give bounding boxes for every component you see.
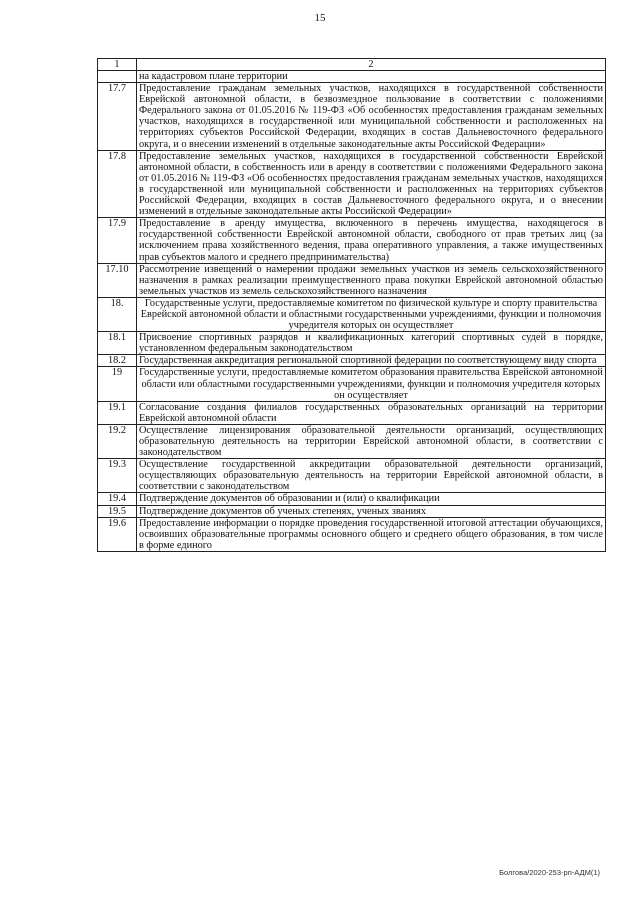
row-text: Предоставление гражданам земельных участков, находящихся в государственной собственности Еврейской автономной области, в безвозмездное пользование в соответствии с положениями Федерального закона от 01.05.2016 № 119-ФЗ «Об особенностях предоставления гражданам земельных участков, находящихся в государственной или муниципальной собственности и расположенных на территориях субъектов Российской Федерации, входящих в состав Дальневосточного федерального округа, и о внесении изменений в отдельные законодательные акты Российской Федерации»: [137, 83, 606, 151]
row-number: 19.2: [98, 424, 137, 458]
header-col-2: 2: [137, 59, 606, 71]
header-col-1: 1: [98, 59, 137, 71]
row-text: Государственные услуги, предоставляемые комитетом образования правительства Еврейской автономной области или областными государственными учреждениями, функции и полномочия учредителя которых он осуществляет: [137, 367, 606, 401]
document-code: Болгова/2020-253-рп-АДМ(1): [499, 868, 600, 877]
row-text: на кадастровом плане территории: [137, 71, 606, 83]
row-number: 19.6: [98, 517, 137, 551]
table-row: [98, 493, 606, 505]
row-number: 17.8: [98, 150, 137, 218]
row-text: Подтверждение документов об ученых степенях, ученых званиях: [137, 505, 606, 517]
table-row: [98, 263, 606, 297]
table-row: [98, 424, 606, 458]
table-row: [98, 459, 606, 493]
row-number: 18.2: [98, 355, 137, 367]
table-row: [98, 505, 606, 517]
row-text: Предоставление земельных участков, находящихся в государственной собственности Еврейской автономной области, в собственность или в аренду в соответствии с положениями Федерального закона от 01.05.2016 № 119-ФЗ «Об особенностях предоставления гражданам земельных участков, находящихся в государственной или муниципальной собственности и расположенных на территориях субъектов Российской Федерации, входящих в состав Дальневосточного федерального округа, и о внесении изменений в отдельные законодательные акты Российской Федерации»: [137, 150, 606, 218]
services-table: [97, 58, 606, 552]
table-row: [98, 355, 606, 367]
row-text: Государственная аккредитация региональной спортивной федерации по соответствующему виду спорта: [137, 355, 606, 367]
table-row: [98, 332, 606, 355]
row-text: Осуществление государственной аккредитации образовательной деятельности организаций, осуществляющих образовательную деятельность на территории Еврейской автономной области, в соответствии с законодательством: [137, 459, 606, 493]
table-row: [98, 150, 606, 218]
row-number: 17.10: [98, 263, 137, 297]
row-number: [98, 71, 137, 83]
row-number: 18.1: [98, 332, 137, 355]
row-text: Рассмотрение извещений о намерении продажи земельных участков из земель сельскохозяйственного назначения в рамках реализации преимущественного права покупки Еврейской автономной областью земельных участков из земель сельскохозяйственного назначения: [137, 263, 606, 297]
table-row: [98, 367, 606, 401]
row-text: Предоставление информации о порядке проведения государственной итоговой аттестации обучающихся, освоивших образовательные программы основного общего и среднего общего образования, в том числе в форме единого: [137, 517, 606, 551]
row-text: Предоставление в аренду имущества, включенного в перечень имущества, находящегося в государственной собственности Еврейской автономной области, свободного от прав третьих лиц (за исключением права хозяйственного ведения, права оперативного управления, а также имущественных прав субъектов малого и среднего предпринимательства): [137, 218, 606, 263]
table-row: [98, 297, 606, 331]
row-number: 17.9: [98, 218, 137, 263]
row-number: 19.1: [98, 401, 137, 424]
row-number: 17.7: [98, 83, 137, 151]
row-number: 19.5: [98, 505, 137, 517]
table-row: [98, 83, 606, 151]
row-number: 19.4: [98, 493, 137, 505]
row-number: 19.3: [98, 459, 137, 493]
row-text: Согласование создания филиалов государственных образовательных организаций на территории Еврейской автономной области: [137, 401, 606, 424]
row-text: Подтверждение документов об образовании и (или) о квалификации: [137, 493, 606, 505]
row-number: 18.: [98, 297, 137, 331]
row-text: Присвоение спортивных разрядов и квалификационных категорий спортивных судей в порядке, установленном федеральным законодательством: [137, 332, 606, 355]
row-number: 19: [98, 367, 137, 401]
table-row: [98, 517, 606, 551]
row-text: Государственные услуги, предоставляемые комитетом по физической культуре и спорту правительства Еврейской автономной области и областными государственными учреждениями, функции и полномочия учредителя которых он осуществляет: [137, 297, 606, 331]
table-header-row: [98, 59, 606, 71]
row-text: Осуществление лицензирования образовательной деятельности организаций, осуществляющих образовательную деятельность на территории Еврейской автономной области, в соответствии с законодательством: [137, 424, 606, 458]
table-row: [98, 71, 606, 83]
table-row: [98, 218, 606, 263]
page-number: 15: [314, 12, 326, 24]
table-row: [98, 401, 606, 424]
